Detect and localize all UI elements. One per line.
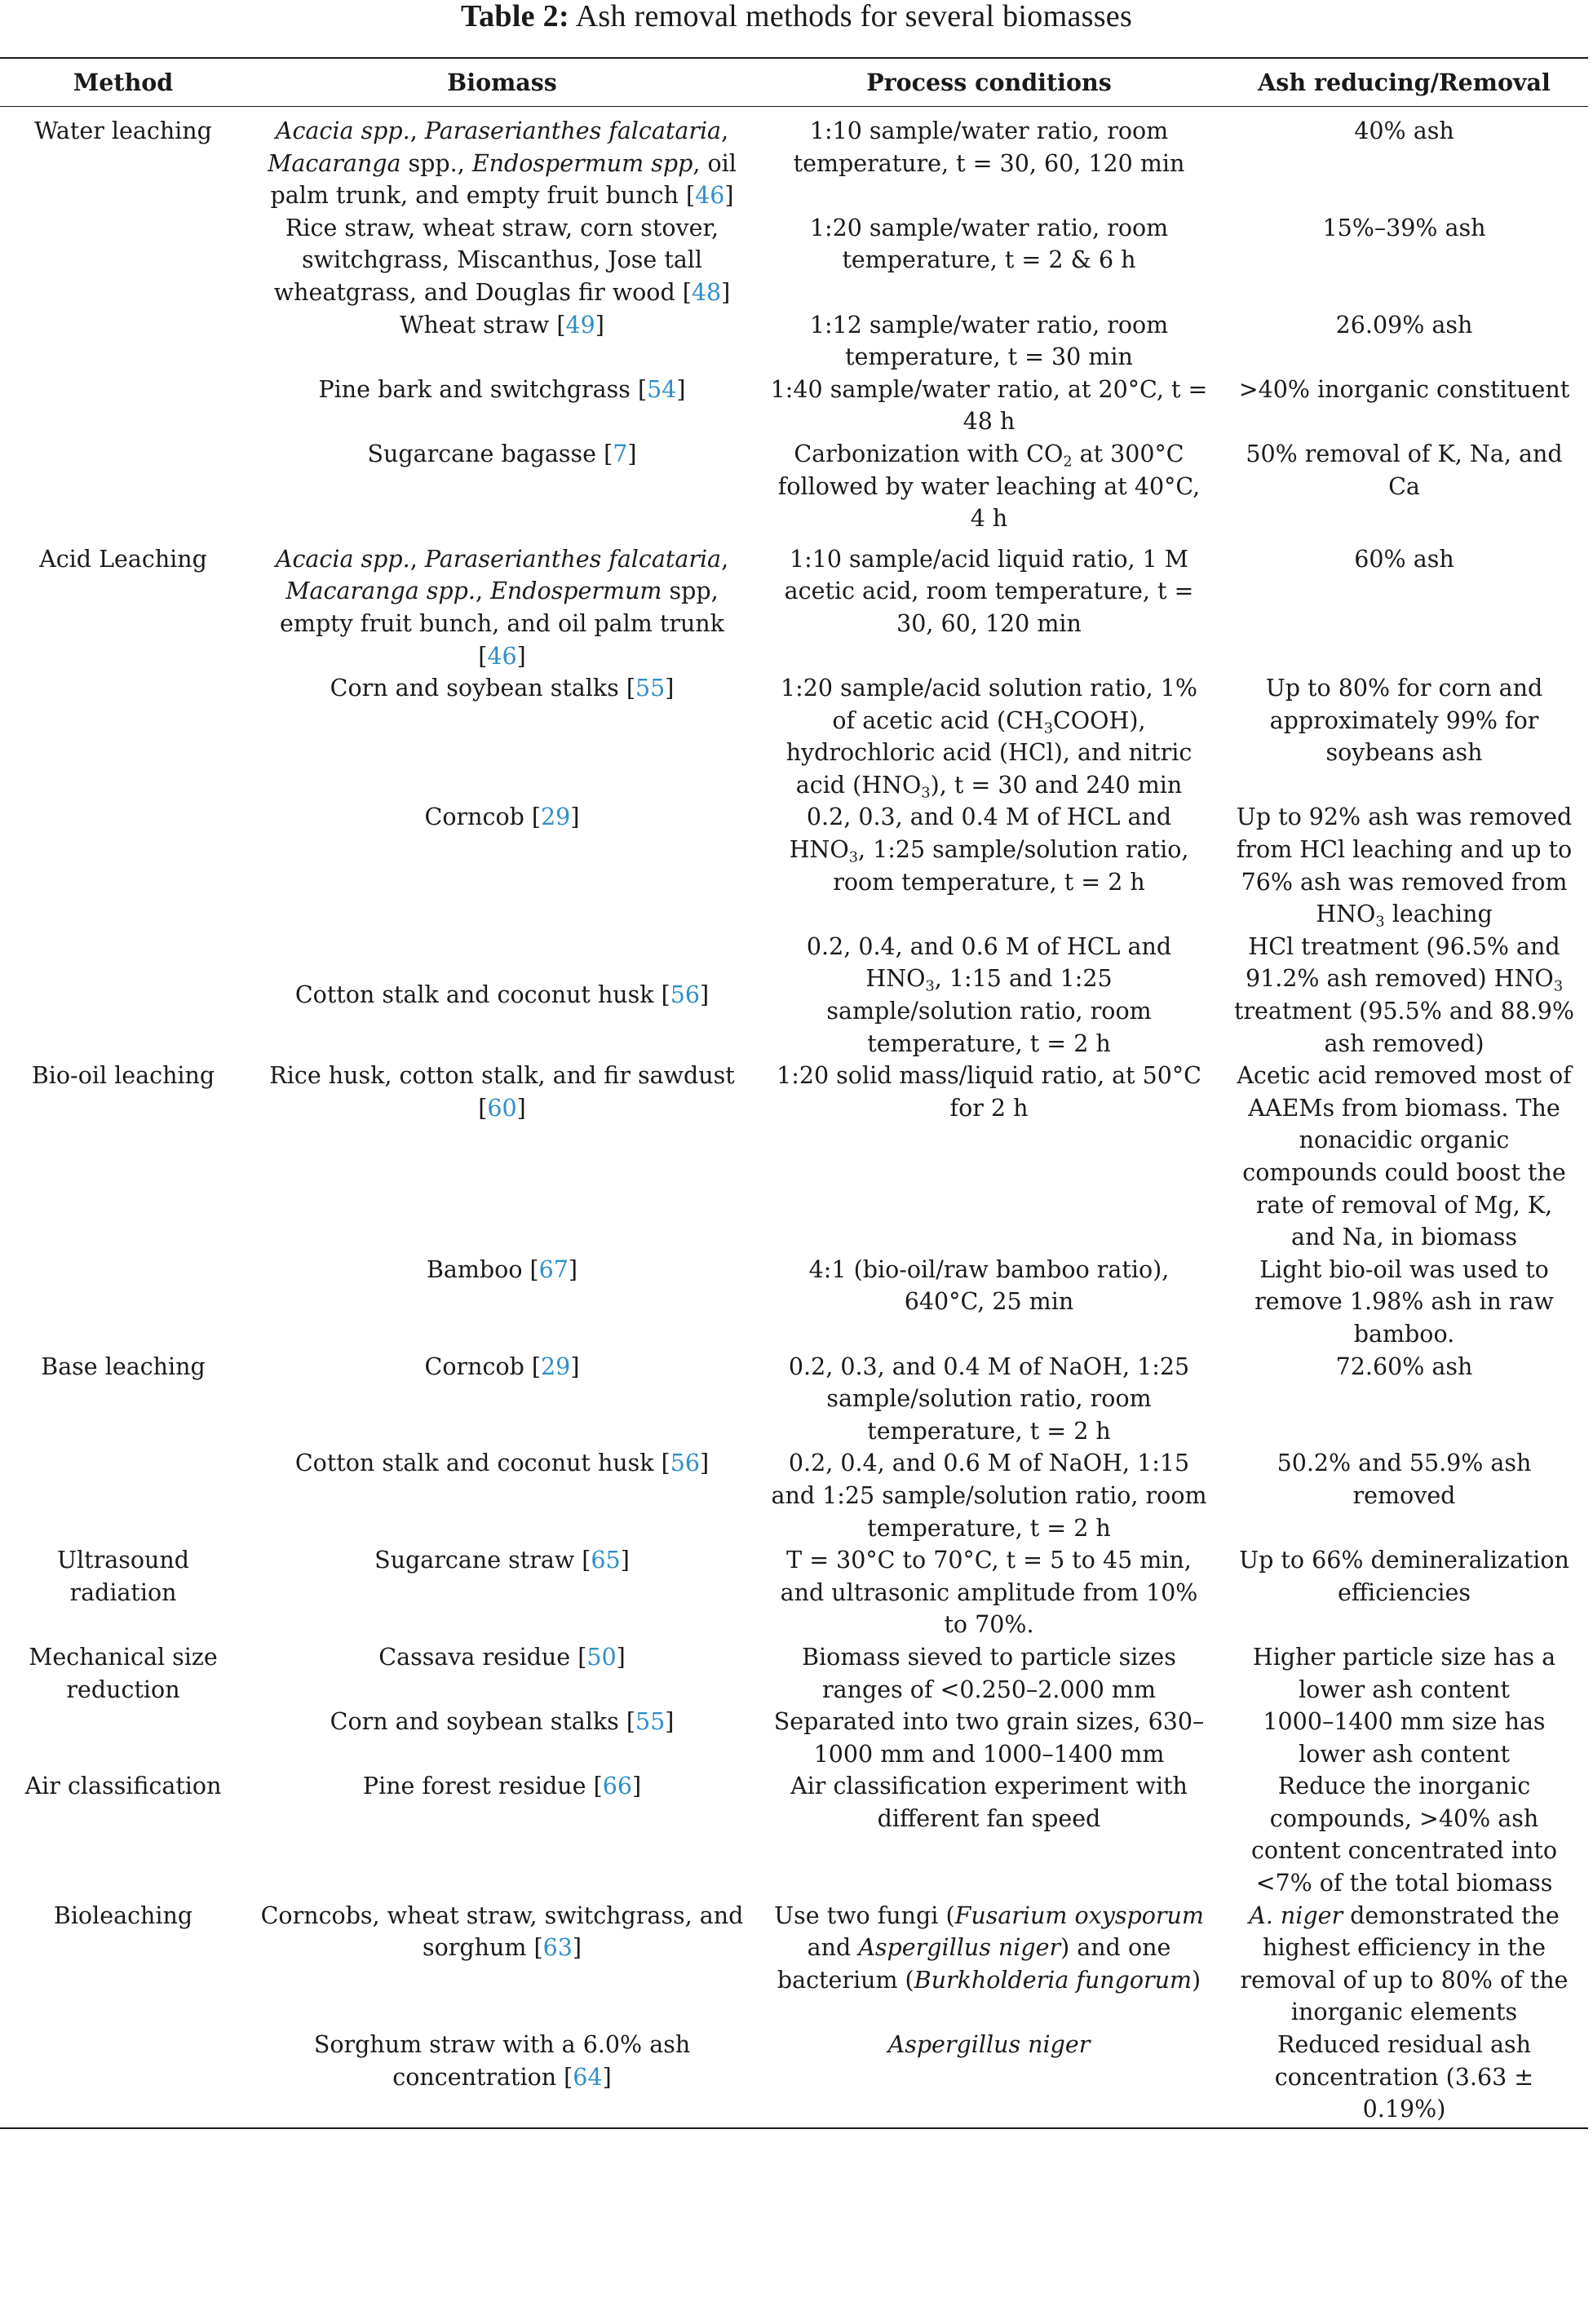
conditions-cell: 1:10 sample/acid liquid ratio, 1 M acetic acid, room temperature, t = 30, 60, 120 min (784, 545, 1194, 637)
ash-cell: Reduced residual ash concentration (3.63 ± 0.19%) (1220, 2029, 1588, 2128)
reference-link[interactable]: 60 (487, 1094, 517, 1122)
biomass-cell: Sugarcane straw [65] (374, 1547, 630, 1574)
reference-link[interactable]: 29 (541, 803, 571, 831)
ash-cell: 26.09% ash (1335, 311, 1473, 339)
table-caption (0, 0, 1593, 36)
header-method: Method (0, 58, 246, 107)
table-row (0, 2029, 1588, 2128)
reference-link[interactable]: 7 (613, 440, 628, 467)
method-cell: Water leaching (34, 117, 212, 144)
ash-cell: 50.2% and 55.9% ash removed (1277, 1450, 1532, 1509)
method-cell: Air classification (24, 1773, 222, 1800)
conditions-cell: 0.2, 0.3, and 0.4 M of NaOH, 1:25 sample/solution ratio, room temperature, t = 2 h (788, 1352, 1190, 1445)
conditions-cell: 1:20 sample/water ratio, room temperature, t = 2 & 6 h (809, 214, 1169, 274)
reference-link[interactable]: 49 (565, 311, 595, 339)
biomass-cell: Acacia spp., Paraserianthes falcataria, Macaranga spp., Endospermum spp, empty fruit bunch, and oil palm trunk [46] (275, 545, 729, 670)
conditions-cell: Use two fungi (Fusarium oxysporum and Aspergillus niger) and one bacterium (Burkholderia fungorum) (774, 1901, 1204, 1994)
conditions-cell: 0.2, 0.4, and 0.6 M of HCL and $HNO_3$, 1:15 and 1:25 sample/solution ratio, room temperature, t = 2 h (806, 932, 1172, 1057)
table-row (0, 1447, 1588, 1544)
conditions-cell: 1:12 sample/water ratio, room temperature, t = 30 min (809, 311, 1169, 371)
table-row (0, 1706, 1588, 1770)
caption-text: Ash removal methods for several biomasses (569, 0, 1133, 33)
biomass-cell: Sugarcane bagasse [7] (367, 440, 637, 467)
ash-cell: 50% removal of K, Na, and Ca (1246, 440, 1563, 500)
biomass-cell: Sorghum straw with a 6.0% ash concentration [64] (246, 2029, 758, 2128)
table-row (0, 931, 1588, 1060)
biomass-cell: Pine forest residue [66] (362, 1773, 642, 1800)
reference-link[interactable]: 50 (586, 1643, 617, 1671)
biomass-cell: Cotton stalk and coconut husk [56] (294, 1450, 710, 1477)
table-row (0, 212, 1588, 309)
table-row (0, 1544, 1588, 1641)
reference-link[interactable]: 66 (602, 1773, 632, 1800)
conditions-cell: 1:20 solid mass/liquid ratio, at 50°C for 2 h (777, 1062, 1201, 1122)
reference-link[interactable]: 54 (647, 375, 677, 403)
ash-cell: 60% ash (1354, 545, 1454, 573)
ash-cell: Reduce the inorganic compounds, >40% ash content concentrated into <7% of the total biomass (1250, 1773, 1558, 1897)
method-cell: Acid Leaching (39, 545, 207, 573)
reference-link[interactable]: 56 (670, 981, 700, 1009)
table-row (0, 1641, 1588, 1706)
conditions-cell: 1:10 sample/water ratio, room temperature, t = 30, 60, 120 min (793, 117, 1185, 177)
biomass-cell: Cotton stalk and coconut husk [56] (294, 981, 710, 1009)
biomass-cell: Rice husk, cotton stalk, and fir sawdust [60] (269, 1062, 735, 1122)
conditions-cell: Air classification experiment with different fan speed (790, 1773, 1188, 1832)
reference-link[interactable]: 46 (487, 642, 517, 670)
biomass-cell: Pine bark and switchgrass [54] (318, 375, 686, 403)
conditions-cell: 4:1 (bio-oil/raw bamboo ratio), 640°C, 25 min (808, 1255, 1170, 1316)
conditions-cell: Separated into two grain sizes, 630–1000 mm and 1000–1400 mm (773, 1708, 1205, 1768)
ash-cell: >40% inorganic constituent (1238, 375, 1570, 403)
header-ash-removal: Ash reducing/Removal (1220, 58, 1588, 107)
table-row (0, 672, 1588, 801)
reference-link[interactable]: 55 (635, 1708, 666, 1736)
reference-link[interactable]: 29 (541, 1352, 571, 1380)
table-row (0, 1060, 1588, 1254)
ash-cell: HCl treatment (96.5% and 91.2% ash removed) $HNO_3$ treatment (95.5% and 88.9% ash removed) (1233, 932, 1575, 1057)
conditions-cell: 0.2, 0.3, and 0.4 M of HCL and $HNO_3$, 1:25 sample/solution ratio, room temperature, t = 2 h (789, 803, 1189, 896)
ash-cell: A. niger demonstrated the highest efficiency in the removal of up to 80% of the inorganic elements (1240, 1901, 1569, 2026)
table-row (0, 1254, 1588, 1351)
conditions-cell: Biomass sieved to particle sizes ranges of <0.250–2.000 mm (802, 1643, 1176, 1703)
method-cell: Base leaching (41, 1352, 206, 1380)
ash-cell: Up to 80% for corn and approximately 99% for soybeans ash (1265, 675, 1543, 767)
ash-cell: Acetic acid removed most of AAEMs from biomass. The nonacidic organic compounds could boost the rate of removal of Mg, K, and Na, in biomass (1237, 1062, 1572, 1251)
header-biomass: Biomass (246, 58, 758, 107)
biomass-cell: Corncob [29] (424, 1352, 580, 1380)
ash-cell: Higher particle size has a lower ash content (1252, 1643, 1556, 1703)
ash-cell: Light bio-oil was used to remove 1.98% ash in raw bamboo. (1254, 1255, 1554, 1348)
biomass-cell: Rice straw, wheat straw, corn stover, switchgrass, Miscanthus, Jose tall wheatgrass, and Douglas fir wood [48] (273, 214, 731, 306)
reference-link[interactable]: 55 (635, 675, 666, 702)
biomass-cell: Acacia spp., Paraserianthes falcataria, Macaranga spp., Endospermum spp, oil palm trunk, and empty fruit bunch [46] (268, 117, 737, 210)
ash-cell: 40% ash (1354, 117, 1454, 144)
reference-link[interactable]: 46 (695, 182, 725, 210)
table-row (0, 374, 1588, 438)
table-row (0, 535, 1588, 672)
reference-link[interactable]: 65 (591, 1547, 621, 1574)
conditions-cell: 0.2, 0.4, and 0.6 M of NaOH, 1:15 and 1:25 sample/solution ratio, room temperature, t = 2 h (771, 1450, 1207, 1542)
table-row (0, 309, 1588, 374)
header-row (0, 58, 1588, 107)
biomass-cell: Corn and soybean stalks [55] (330, 1708, 675, 1736)
table-row (0, 801, 1588, 930)
conditions-cell: T = 30°C to 70°C, t = 5 to 45 min, and ultrasonic amplitude from 10% to 70%. (780, 1547, 1198, 1639)
biomass-cell: Corncob [29] (424, 803, 580, 831)
table-row (0, 1351, 1588, 1448)
biomass-cell: Wheat straw [49] (400, 311, 604, 339)
ash-cell: Up to 92% ash was removed from HCl leaching and up to 76% ash was removed from $HNO_3$ leaching (1236, 803, 1573, 931)
header-process-conditions: Process conditions (758, 58, 1220, 107)
caption-label: Table 2: (460, 0, 569, 33)
method-cell: Bioleaching (53, 1901, 193, 1929)
method-cell: Ultrasound radiation (57, 1547, 189, 1606)
biomass-cell: Corn and soybean stalks [55] (330, 675, 675, 702)
biomass-cell: Corncobs, wheat straw, switchgrass, and sorghum [63] (260, 1901, 744, 1962)
conditions-cell: 1:40 sample/water ratio, at 20°C, t = 48 h (770, 375, 1208, 436)
reference-link[interactable]: 67 (538, 1255, 569, 1283)
conditions-cell: Carbonization with $CO_2$ at 300°C followed by water leaching at 40°C, 4 h (777, 440, 1201, 533)
table-row (0, 1770, 1588, 1899)
table-row (0, 107, 1588, 212)
biomass-cell: Bamboo [67] (426, 1255, 578, 1283)
ash-removal-table (0, 57, 1588, 2129)
biomass-cell: Cassava residue [50] (378, 1643, 626, 1671)
reference-link[interactable]: 48 (691, 278, 722, 306)
ash-cell: 15%–39% ash (1322, 214, 1486, 241)
ash-cell: 72.60% ash (1335, 1352, 1473, 1380)
reference-link[interactable]: 64 (573, 2063, 603, 2091)
reference-link[interactable]: 56 (670, 1450, 700, 1477)
conditions-cell: 1:20 sample/acid solution ratio, 1% of acetic acid $(CH_3COOH)$, hydrochloric acid (HCl), and nitric acid $(HNO_3)$, t = 30 and 240 min (781, 675, 1197, 802)
ash-cell: Up to 66% demineralization efficiencies (1239, 1547, 1569, 1606)
table-row (0, 1900, 1588, 2029)
method-cell: Bio-oil leaching (31, 1062, 215, 1090)
ash-cell: 1000–1400 mm size has lower ash content (1263, 1708, 1546, 1768)
reference-link[interactable]: 63 (542, 1934, 573, 1962)
conditions-cell: Aspergillus niger (758, 2029, 1220, 2128)
table-row (0, 438, 1588, 535)
method-cell: Mechanical size reduction (29, 1643, 218, 1703)
